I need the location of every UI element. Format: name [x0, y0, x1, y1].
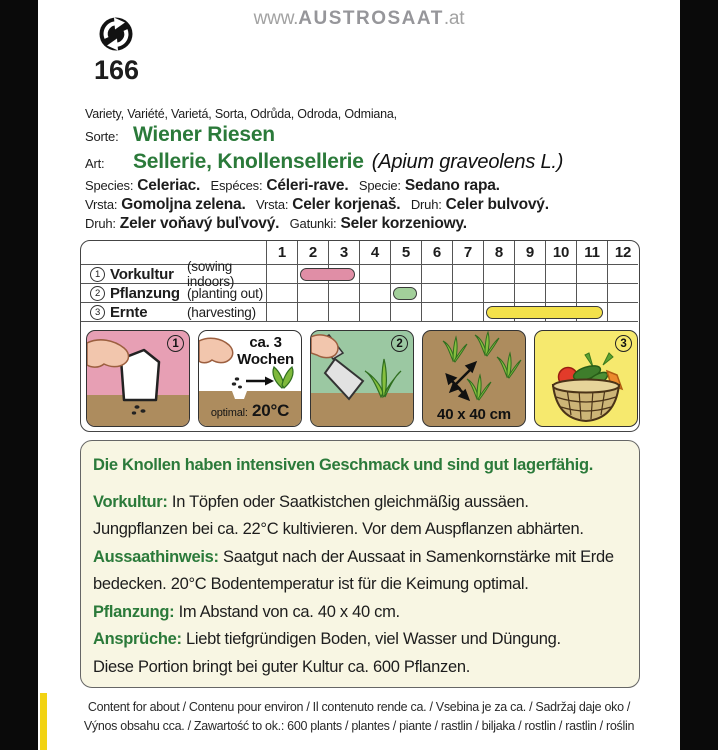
pictogram-strip: [81, 322, 639, 427]
variety-names-block: [85, 123, 680, 234]
spacing-value-label: 40 x 40 cm: [437, 406, 511, 423]
month-cell: [421, 303, 452, 322]
month-cell: [545, 265, 576, 284]
month-header-cell: 8: [483, 241, 514, 265]
step-number-badge: 2: [90, 286, 105, 301]
calendar-row-ernte: 3 Ernte (harvesting): [81, 303, 638, 322]
month-cell: [452, 265, 483, 284]
month-header-cell: 12: [607, 241, 638, 265]
month-cell: [359, 265, 390, 284]
month-cell: [328, 303, 359, 322]
germination-duration-label: ca. 3 Wochen: [237, 334, 294, 368]
month-cell: [452, 284, 483, 303]
step-number-badge: 3: [90, 305, 105, 320]
species-translations-1: Species: Celeriac. Espéces: Céleri-rave. Specie: Sedano rapa.: [85, 177, 500, 194]
sowing-calendar: [81, 241, 638, 322]
variety-name: Wiener Riesen: [133, 123, 275, 146]
month-cell: [390, 303, 421, 322]
month-header-cell: 11: [576, 241, 607, 265]
calendar-bar-3: [486, 306, 603, 319]
month-cell: [483, 284, 514, 303]
green-dot-recycling-icon: [98, 16, 134, 52]
month-header-cell: 6: [421, 241, 452, 265]
species-translations-2: Vrsta: Gomoljna zelena. Vrsta: Celer korjenaš. Druh: Celer bulvový.: [85, 196, 549, 213]
info-paragraph-vorkultur: Vorkultur: In Töpfen oder Saatkistchen gleichmäßig aussäen. Jungpflanzen bei ca. 22°C kultivieren. Vor dem Auspflanzen abhärten.: [93, 492, 584, 538]
month-cell: [607, 303, 638, 322]
step-1-badge: 1: [167, 335, 184, 352]
cultivation-info-box: [80, 440, 640, 688]
species-common-name: Sellerie, Knollensellerie: [133, 150, 364, 173]
month-cell: [421, 284, 452, 303]
month-header-cell: 2: [297, 241, 328, 265]
step-2-badge: 2: [391, 335, 408, 352]
url-prefix: www.: [253, 8, 299, 29]
month-header-cell: 9: [514, 241, 545, 265]
month-cell: [359, 284, 390, 303]
month-cell: [266, 265, 297, 284]
month-cell: [514, 284, 545, 303]
calendar-bar-2: [393, 287, 417, 300]
month-header-cell: 4: [359, 241, 390, 265]
calendar-header-row: [81, 241, 638, 265]
spacing-pictogram: [422, 330, 526, 427]
seed-packet-page: [38, 0, 680, 750]
month-header-cell: 1: [266, 241, 297, 265]
month-cell: [607, 284, 638, 303]
calendar-pictogram-panel: [80, 240, 640, 432]
month-header-cell: 3: [328, 241, 359, 265]
germination-pictogram: [198, 330, 302, 427]
month-cell: [266, 303, 297, 322]
yellow-edge-stripe: [40, 693, 47, 750]
optimal-temperature-label: optimal: 20°C: [210, 401, 290, 420]
month-cell: [576, 284, 607, 303]
month-cell: [452, 303, 483, 322]
product-code: 166: [94, 55, 140, 85]
variety-languages-line: Variety, Variété, Varietá, Sorta, Odrůda, Odroda, Odmiana,: [85, 107, 397, 121]
info-paragraph-aussaathinweis: Aussaathinweis: Saatgut nach der Aussaat in Samenkornstärke mit Erde bedecken. 20°C Bodentemperatur ist für die Keimung optimal.: [93, 547, 614, 593]
info-paragraph-pflanzung: Pflanzung: Im Abstand von ca. 40 x 40 cm.: [93, 602, 400, 621]
art-label: Art:: [85, 156, 105, 171]
art-row: [85, 150, 680, 177]
planting-out-pictogram: [310, 330, 414, 427]
month-header-cell: 7: [452, 241, 483, 265]
sorte-label: Sorte:: [85, 129, 119, 144]
month-cell: [421, 265, 452, 284]
info-paragraph-yield: Diese Portion bringt bei guter Kultur ca. 600 Pflanzen.: [93, 657, 470, 676]
month-cell: [297, 284, 328, 303]
info-paragraph-ansprueche: Ansprüche: Liebt tiefgründigen Boden, viel Wasser und Düngung.: [93, 630, 561, 648]
month-cell: [328, 284, 359, 303]
calendar-row-pflanzung: 2 Pflanzung (planting out): [81, 284, 638, 303]
month-cell: [545, 284, 576, 303]
month-cell: [297, 303, 328, 322]
content-quantity-footer: [38, 698, 680, 736]
month-header-cell: 5: [390, 241, 421, 265]
url-suffix: .at: [443, 8, 465, 29]
footer-line-1: Content for about / Contenu pour environ / Il contenuto rende ca. / Vsebina je za ca. / Sadržaj daje oko /: [87, 700, 631, 714]
month-cell: [483, 265, 514, 284]
month-cell: [266, 284, 297, 303]
brand-name: AUSTROSAAT: [298, 8, 444, 29]
website-url: [38, 8, 680, 30]
sorte-row: [85, 123, 680, 150]
species-latin-name: (Apium graveolens L.): [371, 151, 564, 173]
step-3-badge: 3: [615, 335, 632, 352]
sowing-indoors-pictogram: [86, 330, 190, 427]
step-number-badge: 1: [90, 267, 105, 282]
calendar-row-vorkultur: 1 Vorkultur (sowing indoors): [81, 265, 638, 284]
month-header-cell: 10: [545, 241, 576, 265]
harvest-basket-pictogram: [534, 330, 638, 427]
footer-line-2: Výnos obsahu cca. / Zawartość to ok.: 600 plants / plantes / piante / rastlin / biljaka / rostlin / rastlin / roślin: [83, 719, 635, 733]
month-cell: [576, 265, 607, 284]
species-translations-3: Druh: Zeler voňavý buľvový. Gatunki: Seler korzeniowy.: [85, 215, 467, 232]
info-headline: Die Knollen haben intensiven Geschmack und sind gut lagerfähig.: [93, 456, 594, 474]
month-cell: [607, 265, 638, 284]
month-cell: [514, 265, 545, 284]
month-cell: [359, 303, 390, 322]
calendar-bar-1: [300, 268, 355, 281]
month-cell: [390, 265, 421, 284]
